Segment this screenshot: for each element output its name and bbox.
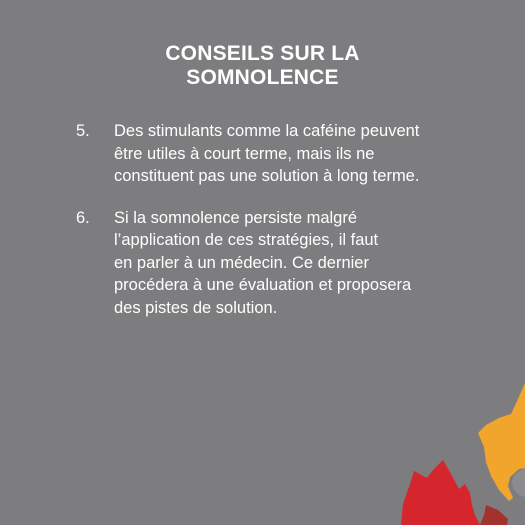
- tip-item-5: [76, 120, 466, 188]
- tip-text-line: Des stimulants comme la caféine peuvent: [114, 122, 420, 140]
- tip-number: 6.: [76, 208, 90, 227]
- tip-text-line: en parler à un médecin. Ce dernier: [114, 253, 369, 272]
- tips-list: [76, 120, 466, 338]
- title-line-1: CONSEILS SUR LA: [165, 42, 360, 65]
- tip-text-line: être utiles à court terme, mais ils ne: [114, 144, 375, 163]
- tip-text-line: procédera à une évaluation et proposera: [114, 276, 412, 294]
- title-line-2: SOMNOLENCE: [186, 66, 339, 89]
- tip-text-line: des pistes de solution.: [114, 298, 278, 317]
- tip-text-line: Si la somnolence persiste malgré: [114, 208, 358, 227]
- maple-leaf-orange-icon: [478, 383, 525, 525]
- page-title: [0, 42, 525, 90]
- tip-text-line: constituent pas une solution à long terme.: [114, 167, 420, 185]
- tip-number: 5.: [76, 122, 90, 140]
- tip-text-line: l’application de ces stratégies, il faut: [114, 231, 379, 249]
- tip-item-6: [76, 207, 466, 320]
- maple-leaf-red-icon: [401, 460, 480, 525]
